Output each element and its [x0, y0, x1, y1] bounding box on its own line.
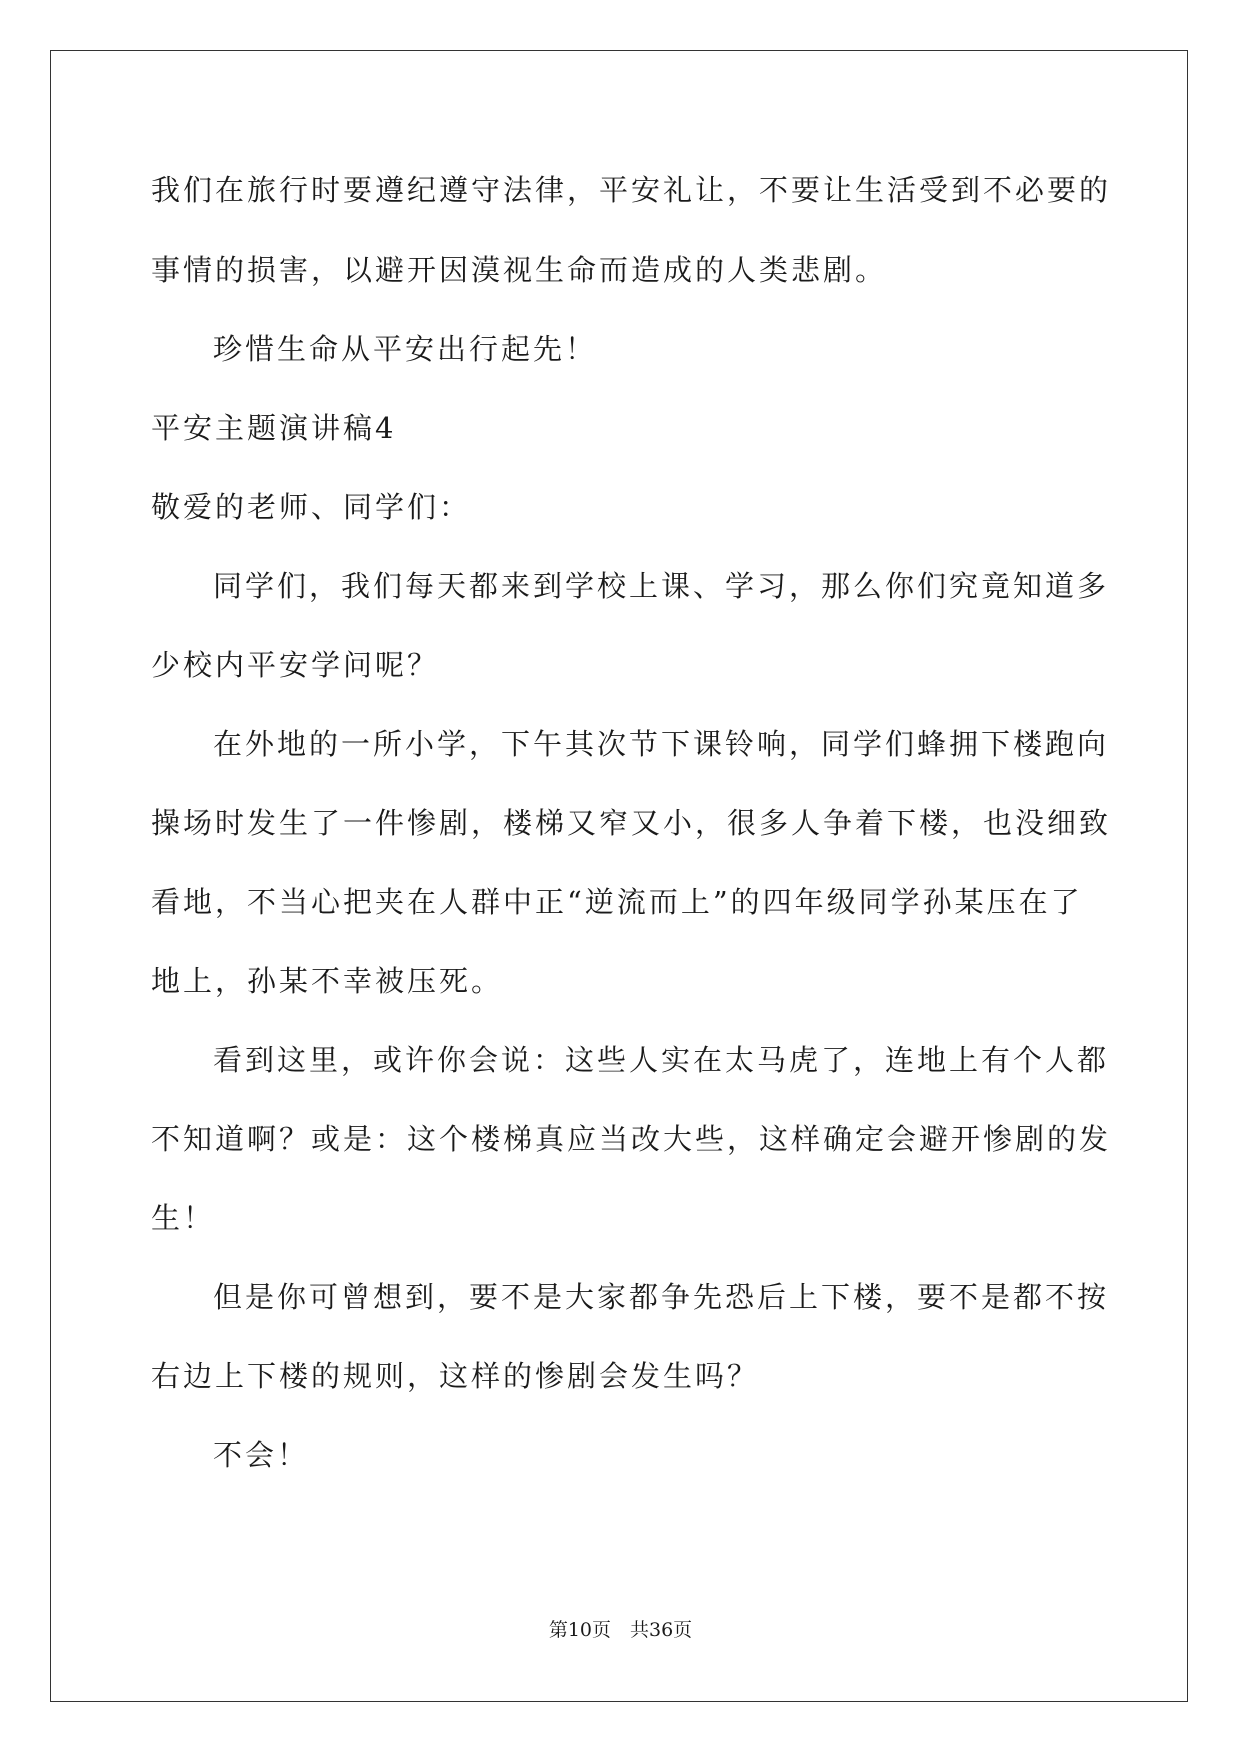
- text-line: 右边上下楼的规则，这样的惨剧会发生吗？: [151, 1359, 760, 1393]
- text-line: 看地，不当心把夹在人群中正“逆流而上”的四年级同学孙某压在了: [151, 885, 1083, 919]
- text-line: 事情的损害，以避开因漠视生命而造成的人类悲剧。: [151, 253, 888, 287]
- text-line: 操场时发生了一件惨剧，楼梯又窄又小，很多人争着下楼，也没细致: [151, 806, 1112, 840]
- text-line: 珍惜生命从平安出行起先！: [213, 332, 598, 366]
- text-line: 看到这里，或许你会说：这些人实在太马虎了，连地上有个人都: [213, 1043, 1110, 1077]
- text-line: 在外地的一所小学，下午其次节下课铃响，同学们蜂拥下楼跑向: [213, 727, 1110, 761]
- text-line: 不会！: [213, 1438, 310, 1472]
- text-line: 同学们，我们每天都来到学校上课、学习，那么你们究竟知道多: [213, 569, 1110, 603]
- text-line: 少校内平安学问呢？: [151, 648, 440, 682]
- text-line: 不知道啊？或是：这个楼梯真应当改大些，这样确定会避开惨剧的发: [151, 1122, 1112, 1156]
- section-heading: 平安主题演讲稿4: [151, 411, 397, 445]
- salutation: 敬爱的老师、同学们：: [151, 490, 472, 524]
- text-line: 地上，孙某不幸被压死。: [151, 964, 504, 998]
- text-line: 但是你可曾想到，要不是大家都争先恐后上下楼，要不是都不按: [213, 1280, 1110, 1314]
- text-line: 生！: [151, 1201, 216, 1235]
- text-line: 我们在旅行时要遵纪遵守法律，平安礼让，不要让生活受到不必要的: [151, 173, 1112, 207]
- page-number-footer: 第10页 共36页: [548, 1619, 693, 1641]
